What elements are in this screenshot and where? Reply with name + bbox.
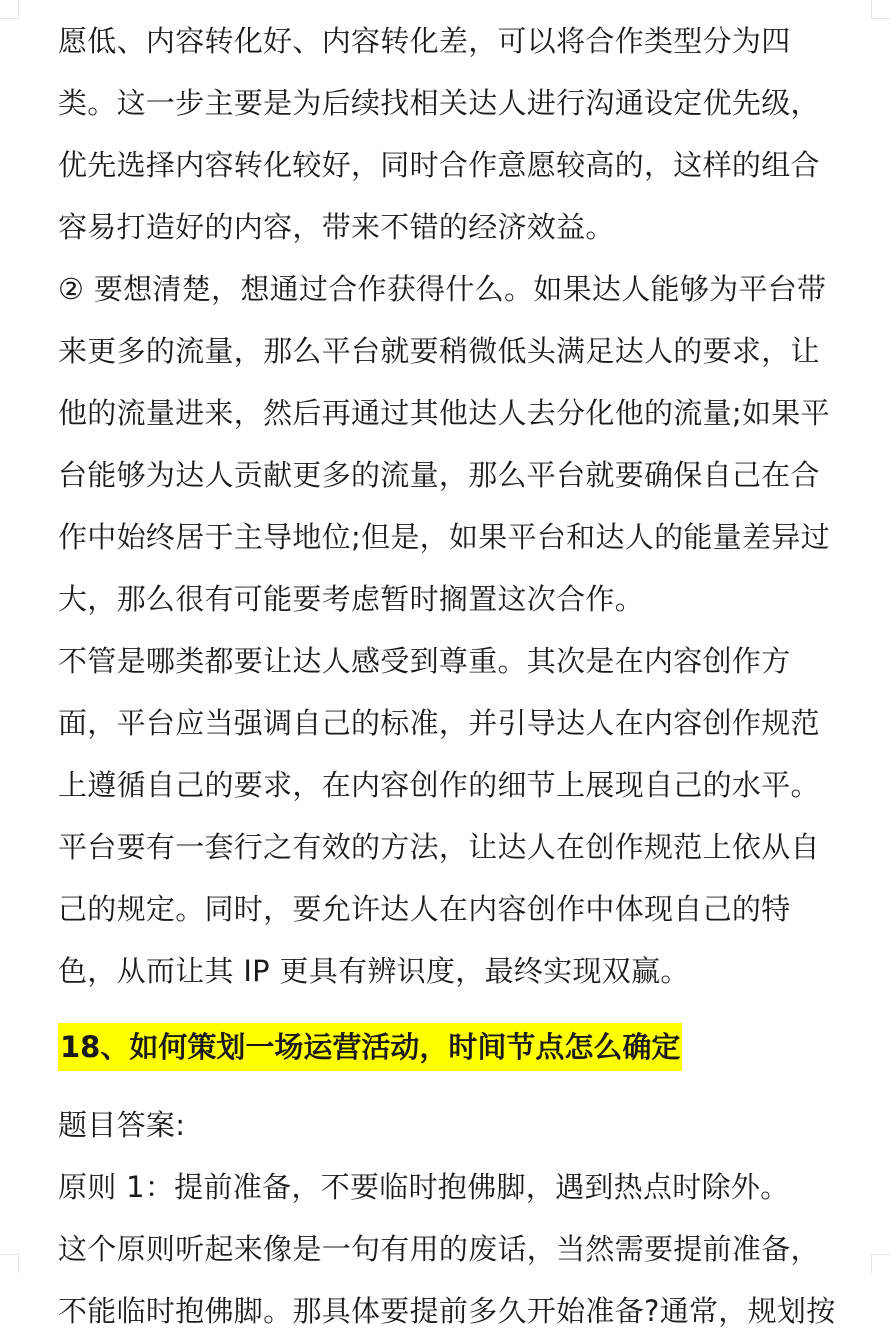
text-line: 作中始终居于主导地位;但是，如果平台和达人的能量差异过: [58, 520, 830, 554]
corner-mark-top-left: [0, 0, 19, 19]
corner-mark-bottom-right: [871, 1254, 890, 1273]
text-line: 容易打造好的内容，带来不错的经济效益。: [58, 210, 615, 244]
section-heading-wrapper: [58, 1014, 828, 1080]
text-line: 不能临时抱佛脚。那具体要提前多久开始准备?通常，规划按: [58, 1294, 836, 1328]
text-line: 优先选择内容转化较好，同时合作意愿较高的，这样的组合: [58, 148, 820, 182]
paragraph-goals: [58, 258, 828, 630]
text-line: 类。这一步主要是为后续找相关达人进行沟通设定优先级，: [58, 86, 820, 120]
corner-mark-bottom-left: [0, 1254, 19, 1273]
text-line: 愿低、内容转化好、内容转化差，可以将合作类型分为四: [58, 24, 791, 58]
answer-label: 题目答案:: [58, 1108, 186, 1142]
text-line: 台能够为达人贡献更多的流量，那么平台就要确保自己在合: [58, 458, 820, 492]
corner-mark-top-right: [871, 0, 890, 19]
paragraph-respect: [58, 630, 828, 1002]
text-line: 己的规定。同时，要允许达人在内容创作中体现自己的特: [58, 892, 791, 926]
section-heading: 18、如何策划一场运营活动，时间节点怎么确定: [58, 1023, 682, 1071]
document-body: [58, 10, 836, 1342]
text-line: ② 要想清楚，想通过合作获得什么。如果达人能够为平台带: [58, 272, 827, 306]
text-line: 色，从而让其 IP 更具有辨识度，最终实现双赢。: [58, 954, 690, 988]
text-line: 面，平台应当强调自己的标准，并引导达人在内容创作规范: [58, 706, 820, 740]
principle-1: 原则 1：提前准备，不要临时抱佛脚，遇到热点时除外。: [58, 1170, 790, 1204]
text-line: 平台要有一套行之有效的方法，让达人在创作规范上依从自: [58, 830, 820, 864]
text-line: 他的流量进来，然后再通过其他达人去分化他的流量;如果平: [58, 396, 830, 430]
text-line: 大，那么很有可能要考虑暂时搁置这次合作。: [58, 582, 645, 616]
paragraph-cooperation-types: [58, 10, 828, 258]
text-line: 这个原则听起来像是一句有用的废话，当然需要提前准备，: [58, 1232, 820, 1266]
text-line: 来更多的流量，那么平台就要稍微低头满足达人的要求，让: [58, 334, 820, 368]
text-line: 上遵循自己的要求，在内容创作的细节上展现自己的水平。: [58, 768, 820, 802]
text-line: 不管是哪类都要让达人感受到尊重。其次是在内容创作方: [58, 644, 791, 678]
